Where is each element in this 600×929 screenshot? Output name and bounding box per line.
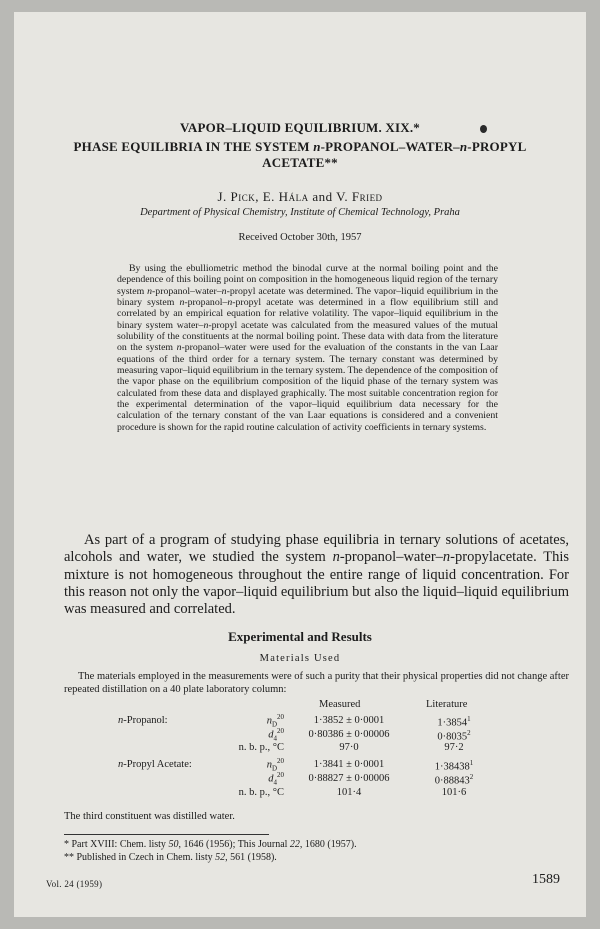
literature-value: $1\cdot 38438^1$ bbox=[434, 759, 474, 773]
measured-value: 101·4 bbox=[336, 787, 362, 798]
measured-value: 0·88827 ± 0·00006 bbox=[308, 773, 390, 784]
col-header-measured: Measured bbox=[319, 699, 361, 710]
authors: J. Pick, E. Hála and V. Fried bbox=[217, 189, 383, 204]
row-label-n-propanol: n-Propanol: bbox=[118, 715, 168, 726]
footnote-2: ** Published in Czech in Chem. listy 52, 561 (1958). bbox=[64, 852, 277, 863]
intro-paragraph: As part of a program of studying phase equilibria in ternary solutions of acetates, alcohols and water, we studied the system n-propanol–water–n-propylacetate. This mixture is not homogeneous throughout the entire range of liquid concentration. For this reason not only the vapor–liquid equilibrium but also the liquid–liquid equilibrium was measured and correlated. bbox=[64, 532, 569, 618]
page-number: 1589 bbox=[532, 872, 560, 887]
subsection-heading: Materials Used bbox=[259, 653, 341, 664]
section-heading: Experimental and Results bbox=[228, 629, 372, 644]
symbol-boiling-point: n. b. p., °C bbox=[238, 787, 284, 798]
symbol-density: $d_4^{20}$ bbox=[268, 727, 284, 743]
title-line-3: ACETATE** bbox=[262, 155, 338, 170]
row-label-n-propyl-acetate: n-Propyl Acetate: bbox=[118, 759, 192, 770]
footnote-1: * Part XVIII: Chem. listy 50, 1646 (1956); This Journal 22, 1680 (1957). bbox=[64, 839, 357, 850]
title-line-1: VAPOR–LIQUID EQUILIBRIUM. XIX.* bbox=[180, 120, 420, 135]
affiliation: Department of Physical Chemistry, Institute of Chemical Technology, Praha bbox=[140, 207, 460, 218]
materials-paragraph: The materials employed in the measurements were of such a purity that their physical properties did not change after repeated distillation on a 40 plate laboratory column: bbox=[64, 671, 569, 695]
received-date: Received October 30th, 1957 bbox=[238, 232, 362, 243]
literature-value: $0\cdot 88843^2$ bbox=[434, 773, 474, 787]
journal-page bbox=[14, 12, 586, 917]
col-header-literature: Literature bbox=[426, 699, 468, 710]
symbol-refractive-index: $n_D^{20}$ bbox=[266, 713, 284, 729]
measured-value: 97·0 bbox=[339, 742, 359, 753]
literature-value: $1\cdot 3854^1$ bbox=[437, 715, 471, 729]
volume-info: Vol. 24 (1959) bbox=[46, 879, 103, 889]
symbol-density: $d_4^{20}$ bbox=[268, 771, 284, 787]
abstract: By using the ebulliometric method the binodal curve at the normal boiling point and the dependence of this boiling point on composition in the homogeneous liquid region of the ternary system n-propanol–water–n-propyl acetate was determined. The vapor–liquid equilibrium in the binary system n-propanol–n-propyl acetate was determined in a flow equilibrium still and correlated by an empirical equation for relative volatility. The vapor–liquid equilibrium in the binary system water–n-propyl acetate was calculated from the measured values of the mutual solubility of the constituents at the normal boiling point. These data with data from the literature on the system n-propanol–water were used for the evaluation of the constants in the van Laar equations of the third order for a ternary system. The ternary constant was determined by measuring vapor–liquid equilibrium in the ternary system. The dependence of the composition of the vapor phase on the equilibrium composition of the liquid phase of the ternary system was calculated from these data and displayed graphically. The most suitable concentration region for the experimental determination of the vapor–liquid equilibrium data necessary for the calculation of the ternary constant of the van Laar equations is considered and a convenient procedure is shown for the rapid routine calculation of activity coefficients in ternary systems. bbox=[117, 263, 499, 433]
title-line-2: PHASE EQUILIBRIA IN THE SYSTEM n-PROPANOL–WATER–n-PROPYL bbox=[73, 139, 527, 154]
symbol-refractive-index: $n_D^{20}$ bbox=[266, 757, 284, 773]
symbol-boiling-point: n. b. p., °C bbox=[238, 742, 284, 753]
literature-value: $0\cdot 8035^2$ bbox=[437, 729, 471, 743]
measured-value: 0·80386 ± 0·00006 bbox=[308, 729, 390, 740]
measured-value: 1·3852 ± 0·0001 bbox=[313, 715, 385, 726]
footnote-rule bbox=[64, 834, 269, 835]
literature-value: 97·2 bbox=[444, 742, 464, 753]
literature-value: 101·6 bbox=[441, 787, 467, 798]
measured-value: 1·3841 ± 0·0001 bbox=[313, 759, 385, 770]
third-constituent-note: The third constituent was distilled water. bbox=[64, 811, 235, 822]
